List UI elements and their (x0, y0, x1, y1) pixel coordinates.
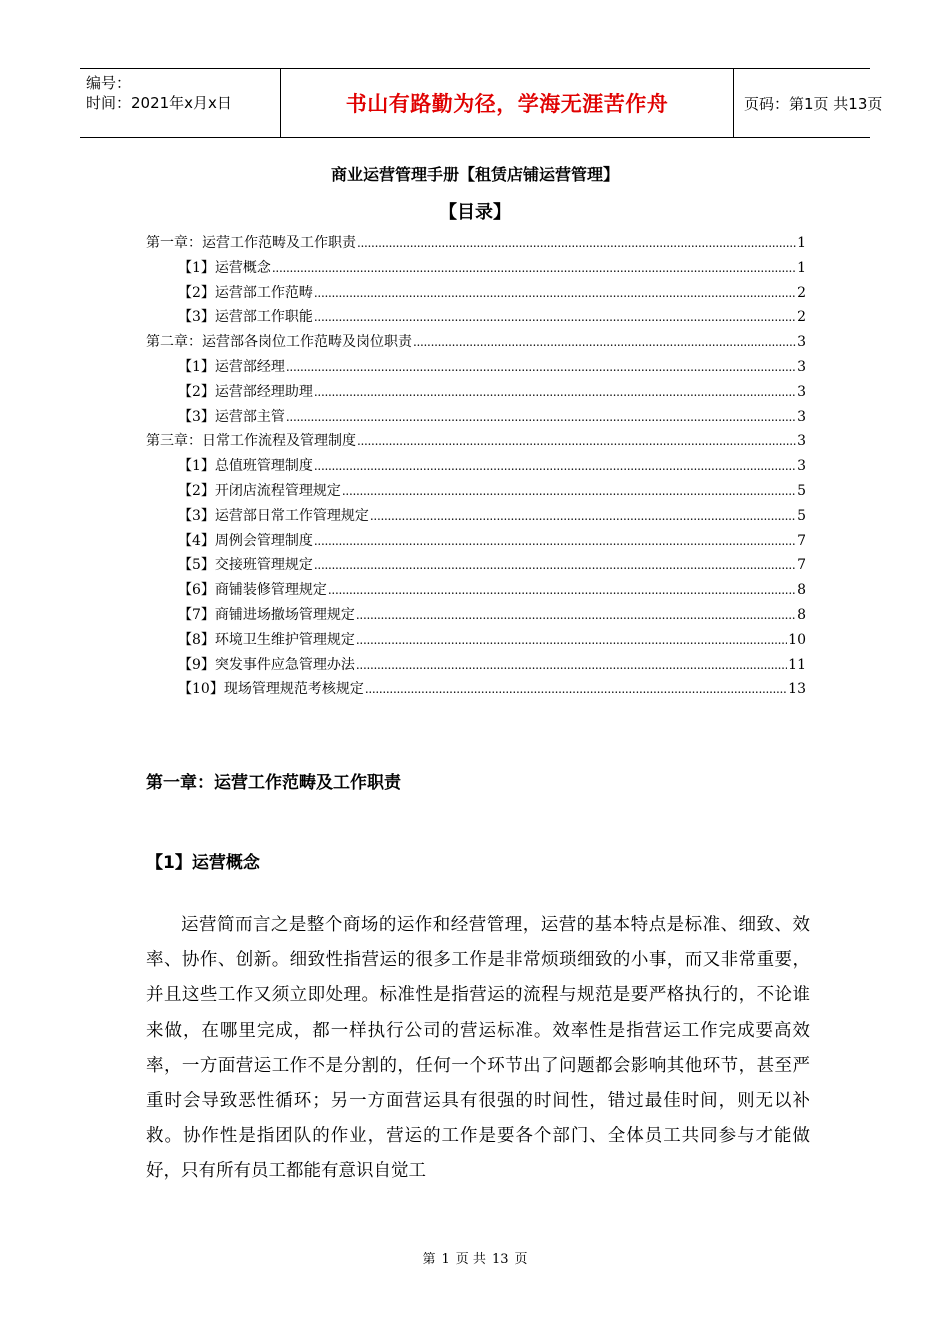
toc-leader-dots (286, 359, 796, 375)
toc-entry-page: 3 (797, 358, 806, 375)
toc-leader-dots (272, 260, 796, 276)
toc-entry-page: 13 (788, 681, 806, 698)
toc-entry-page: 8 (797, 606, 806, 623)
footer-total: 13 (491, 1252, 509, 1267)
chapter-heading: 第一章：运营工作范畴及工作职责 (146, 773, 401, 793)
toc-entry[interactable] (146, 331, 806, 356)
section-heading: 【1】运营概念 (146, 853, 260, 873)
header-slogan: 书山有路勤为径，学海无涯苦作舟 (345, 92, 669, 116)
toc-entry[interactable] (146, 306, 806, 331)
header-page-info: 页码：第1页 共13页 (744, 94, 883, 113)
toc-entry-title: 【6】商铺装修管理规定 (178, 582, 327, 599)
document-title: 商业运营管理手册【租赁店铺运营管理】 (330, 165, 619, 184)
toc-leader-dots (356, 632, 787, 648)
toc-entry-title: 【5】交接班管理规定 (178, 557, 313, 574)
toc-entry[interactable] (146, 678, 806, 703)
toc-leader-dots (314, 309, 796, 325)
toc-entry-page: 7 (797, 532, 806, 549)
toc-entry[interactable] (146, 480, 806, 505)
toc-entry-page: 3 (797, 383, 806, 400)
toc-leader-dots (365, 681, 787, 697)
toc-entry-page: 3 (797, 433, 806, 450)
toc-entry-title: 【1】运营部经理 (178, 358, 285, 375)
toc-entry[interactable] (146, 406, 806, 431)
toc-leader-dots (356, 607, 796, 623)
toc-entry[interactable] (146, 232, 806, 257)
toc-entry[interactable] (146, 455, 806, 480)
toc-leader-dots (413, 334, 796, 350)
toc-entry-title: 【1】运营概念 (178, 259, 271, 276)
toc-entry-title: 【1】总值班管理制度 (178, 458, 313, 475)
toc-entry-page: 1 (797, 259, 806, 276)
toc-leader-dots (314, 384, 796, 400)
toc-title: 【目录】 (439, 202, 511, 223)
toc-entry[interactable] (146, 654, 806, 679)
toc-entry-title: 【2】开闭店流程管理规定 (178, 482, 341, 499)
toc-leader-dots (342, 483, 796, 499)
toc-entry-title: 【8】环境卫生维护管理规定 (178, 631, 355, 648)
toc-entry[interactable] (146, 356, 806, 381)
page-footer (0, 1248, 950, 1267)
toc-leader-dots (314, 458, 796, 474)
toc-entry-title: 【2】运营部工作范畴 (178, 284, 313, 301)
toc-leader-dots (286, 409, 796, 425)
toc-leader-dots (314, 557, 796, 573)
toc-entry-title: 【9】突发事件应急管理办法 (178, 656, 355, 673)
footer-prefix: 第 (422, 1252, 436, 1267)
toc-entry[interactable] (146, 282, 806, 307)
toc-entry-page: 2 (797, 309, 806, 326)
header-slogan-cell (280, 69, 734, 137)
page-header (80, 68, 883, 138)
header-meta (80, 69, 280, 137)
toc-entry-title: 第一章：运营工作范畴及工作职责 (146, 235, 356, 251)
toc-entry-title: 【2】运营部经理助理 (178, 383, 313, 400)
toc-entry[interactable] (146, 505, 806, 530)
toc-entry-title: 【3】运营部主管 (178, 408, 285, 425)
toc-entry-page: 8 (797, 582, 806, 599)
toc-entry-page: 10 (788, 631, 806, 648)
toc-entry[interactable] (146, 629, 806, 654)
toc-entry-title: 【3】运营部工作职能 (178, 309, 313, 326)
table-of-contents (146, 232, 806, 703)
toc-entry[interactable] (146, 430, 806, 455)
toc-entry-page: 3 (797, 334, 806, 351)
toc-entry-title: 【10】现场管理规范考核规定 (178, 681, 364, 698)
toc-leader-dots (370, 508, 796, 524)
toc-entry-title: 【4】周例会管理制度 (178, 532, 313, 549)
footer-mid: 页 共 (455, 1252, 486, 1267)
toc-leader-dots (328, 582, 796, 598)
toc-entry-page: 5 (797, 507, 806, 524)
toc-leader-dots (314, 285, 796, 301)
toc-entry-page: 1 (797, 235, 806, 251)
toc-leader-dots (357, 235, 796, 251)
toc-entry-page: 3 (797, 408, 806, 425)
footer-suffix: 页 (514, 1252, 528, 1267)
footer-page: 1 (441, 1252, 450, 1267)
toc-entry-page: 3 (797, 458, 806, 475)
toc-entry[interactable] (146, 530, 806, 555)
time-label: 时间：2021年x月x日 (86, 94, 232, 112)
toc-entry-page: 7 (797, 557, 806, 574)
toc-entry[interactable] (146, 554, 806, 579)
toc-entry-title: 第二章：运营部各岗位工作范畴及岗位职责 (146, 334, 412, 351)
toc-leader-dots (314, 533, 796, 549)
toc-entry-page: 5 (797, 482, 806, 499)
toc-entry-page: 11 (788, 656, 806, 673)
toc-entry-title: 第三章：日常工作流程及管理制度 (146, 433, 356, 450)
toc-leader-dots (356, 657, 787, 673)
toc-leader-dots (357, 433, 796, 449)
toc-entry[interactable] (146, 381, 806, 406)
toc-entry[interactable] (146, 579, 806, 604)
body-paragraph: 运营简而言之是整个商场的运作和经营管理，运营的基本特点是标准、细致、效率、协作、创新。细致性指营运的很多工作是非常烦琐细致的小事，而又非常重要，并且这些工作又须立即处理。标准性是指营运的流程与规范是要严格执行的，不论谁来做，在哪里完成，都一样执行公司的营运标准。效率性是指营运工作完成要高效率，一方面营运工作不是分割的，任何一个环节出了问题都会影响其他环节，甚至严重时会导致恶性循环；另一方面营运具有很强的时间性，错过最佳时间，则无以补救。协作性是指团队的作业，营运的工作是要各个部门、全体员工共同参与才能做好，只有所有员工都能有意识自觉工 (146, 915, 810, 1182)
toc-entry-title: 【3】运营部日常工作管理规定 (178, 507, 369, 524)
number-label: 编号： (86, 74, 132, 92)
toc-entry[interactable] (146, 257, 806, 282)
toc-entry[interactable] (146, 604, 806, 629)
toc-entry-title: 【7】商铺进场撤场管理规定 (178, 606, 355, 623)
toc-entry-page: 2 (797, 284, 806, 301)
